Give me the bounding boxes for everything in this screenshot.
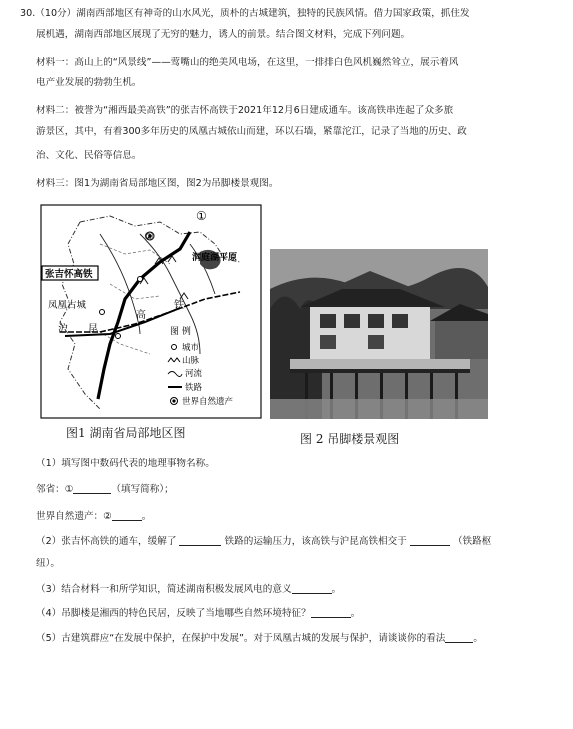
q1b-suffix: 。 <box>141 511 152 522</box>
q2-part-b: 铁路的运输压力，该高铁与沪昆高铁相交于 <box>224 536 407 547</box>
legend-city: 城市 <box>182 343 200 353</box>
q1a-suffix: （填写简称）； <box>111 484 174 495</box>
map-label-2: ② <box>144 230 154 243</box>
q1-text: （1）填写图中数码代表的地理事物名称。 <box>36 458 215 469</box>
q1b-prefix: 世界自然遗产：② <box>36 511 112 522</box>
q3-row <box>36 583 551 596</box>
map-label-1: ① <box>196 209 207 223</box>
q1b-row <box>36 510 551 523</box>
question-intro-line2: 展机遇，湖南西部地区展现了无穷的魅力，诱人的前景。结合图文材料，完成下列问题。 <box>36 29 411 40</box>
map-label-fenghuang: 凤凰古城 <box>48 300 87 311</box>
material2-line1: 材料二：被誉为“湘西最美高铁”的张吉怀高铁于2021年12月6日建成通车。该高铁串连起了众多旅 <box>36 105 454 116</box>
q1a-prefix: 邻省：① <box>36 484 74 495</box>
q1a-answer-blank[interactable] <box>73 483 111 494</box>
map-label-hu: 沪 <box>58 324 68 335</box>
legend-rail: 铁路 <box>185 383 203 393</box>
legend-river: 河流 <box>185 369 203 379</box>
map-label-rail: 张吉怀高铁 <box>45 269 93 280</box>
legend-mountain: 山脉 <box>182 356 200 366</box>
q4-text: （4）吊脚楼是湘西的特色民居，反映了当地哪些自然环境特征？ <box>36 608 311 619</box>
map-label-tie: 铁 <box>174 300 184 311</box>
figure2-caption: 图 2 吊脚楼景观图 <box>300 432 400 446</box>
stilt-house-photo <box>270 249 488 419</box>
q4-answer-blank[interactable] <box>311 607 351 618</box>
material2-line2: 游景区，其中，有着300多年历史的凤凰古城依山而建，环以石墙，紧靠沱江，记录了当地的历史、政 <box>36 126 467 137</box>
material1-line1: 材料一：高山上的“风景线”——莺嘴山的绝美风电场，在这里，一排排白色风机巍然耸立，展示着风 <box>36 57 459 68</box>
q5-text: （5）古建筑群应“在发展中保护，在保护中发展”。对于凤凰古城的发展与保护，请谈谈你的看法 <box>36 633 446 644</box>
legend-title: 图 例 <box>170 327 191 337</box>
q5-end: 。 <box>473 633 483 644</box>
q3-answer-blank[interactable] <box>292 583 332 594</box>
q2-row1 <box>36 535 551 548</box>
q2-part-c: （铁路枢 <box>452 536 492 547</box>
stilt-house-illustration <box>270 249 488 419</box>
material2-line3: 治、文化、民俗等信息。 <box>36 150 142 161</box>
legend-heritage: 世界自然遗产 <box>182 397 234 407</box>
q2-answer-blank-1[interactable] <box>179 535 221 546</box>
hunan-map-figure <box>40 204 262 419</box>
q4-row <box>36 607 551 620</box>
q2-answer-blank-2[interactable] <box>410 535 450 546</box>
q5-answer-blank[interactable] <box>445 632 473 643</box>
q2-part-a: （2）张吉怀高铁的通车，缓解了 <box>36 536 177 547</box>
q2-row2: 纽）。 <box>36 558 60 569</box>
map-label-kun: 昆 <box>88 324 98 335</box>
q3-text: （3）结合材料一和所学知识，简述湖南积极发展风电的意义 <box>36 584 292 595</box>
q3-end: 。 <box>331 584 342 595</box>
material3-line1: 材料三：图1为湖南省局部地区图，图2为吊脚楼景观图。 <box>36 178 279 189</box>
q5-row <box>36 632 551 645</box>
figure1-caption: 图1 湖南省局部地区图 <box>66 426 186 440</box>
q4-end: 。 <box>350 608 361 619</box>
material1-line2: 电产业发展的勃勃生机。 <box>36 77 142 88</box>
question-intro-line1: 30.（10分）湖南西部地区有神奇的山水风光，质朴的古城建筑，独特的民族风情。借力国家政策，抓住发 <box>20 8 470 19</box>
map-label-gao: 高 <box>136 310 146 321</box>
q1b-answer-blank[interactable] <box>112 510 142 521</box>
q1a-row <box>36 483 551 496</box>
map-label-lake: 洞庭湖平原 <box>192 253 238 263</box>
